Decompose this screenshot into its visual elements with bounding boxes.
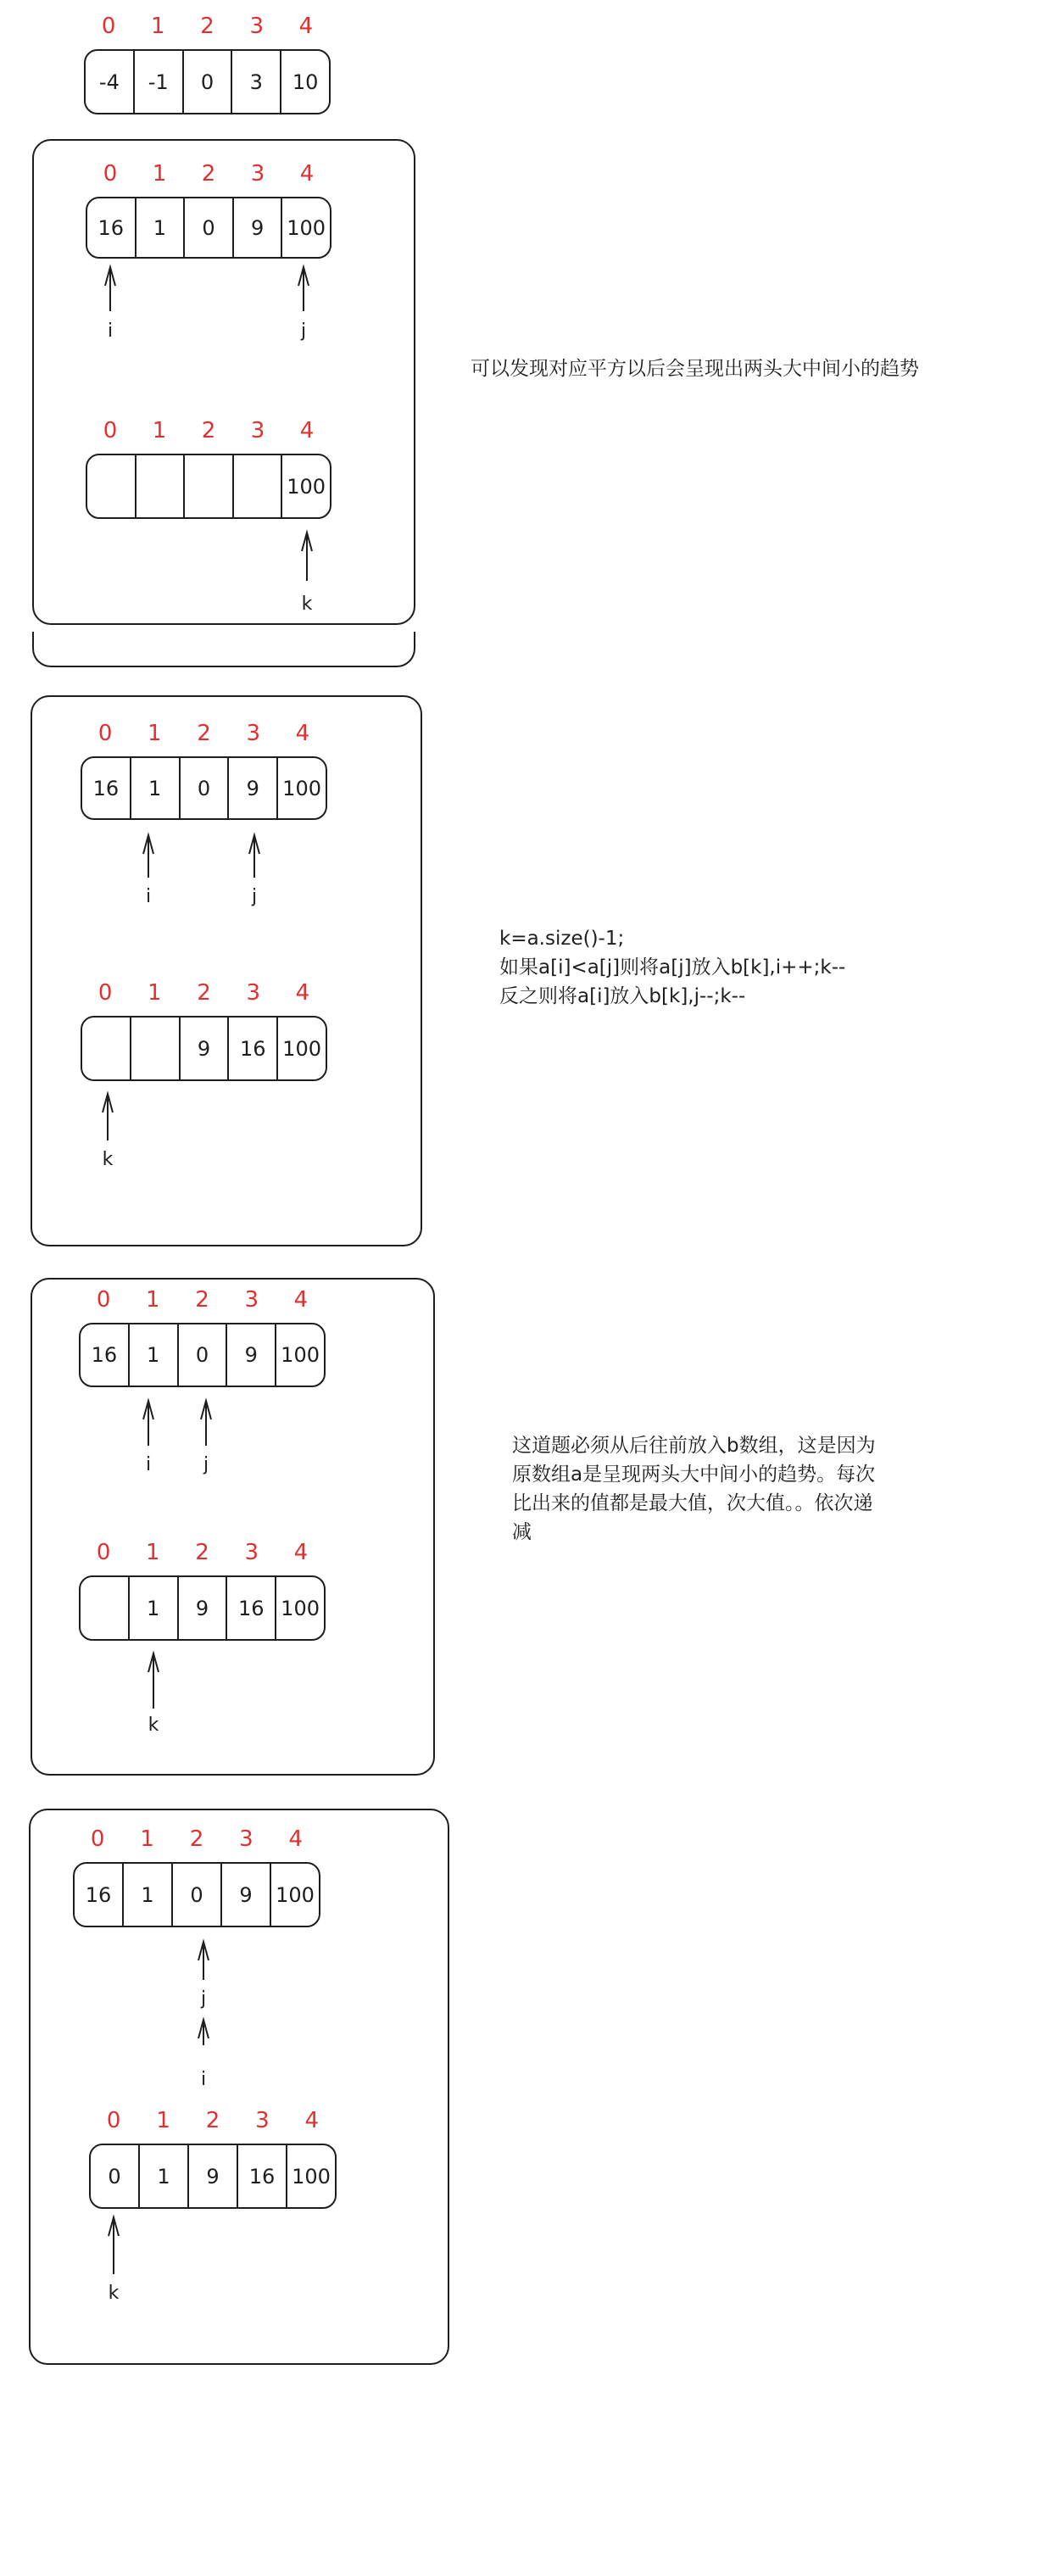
- array-cell: 0: [179, 758, 228, 818]
- pointer-arrow-icon: [103, 1094, 113, 1140]
- array-cell: 1: [135, 198, 184, 257]
- pointer-arrow-icon: [201, 1401, 211, 1446]
- array-cell: 16: [227, 1018, 276, 1079]
- array-cell: 16: [237, 2145, 286, 2207]
- pointer-label: i: [145, 1454, 152, 1475]
- index-label: 0: [101, 14, 116, 39]
- array-cell: 16: [85, 1882, 112, 1907]
- index-label: 0: [90, 1826, 105, 1852]
- array-cell: 1: [138, 2145, 187, 2207]
- array-cell: 16: [92, 776, 120, 800]
- array-cell: 10: [280, 51, 329, 113]
- index-label: 4: [298, 14, 314, 39]
- index-label: 3: [239, 1826, 253, 1852]
- pointer-arrow-icon: [109, 2217, 119, 2274]
- pointer-arrow-icon: [198, 1942, 209, 1980]
- index-label: 1: [152, 161, 167, 187]
- index-label: 2: [195, 1540, 209, 1565]
- array-cell: 1: [128, 1324, 177, 1386]
- index-label: 0: [97, 980, 113, 1006]
- pointer-arrow-icon: [249, 835, 259, 878]
- index-label: 4: [288, 1826, 304, 1852]
- index-label: 0: [96, 1287, 111, 1313]
- pointer-label: i: [200, 2069, 207, 2090]
- index-label: 2: [201, 161, 216, 187]
- pointer-arrow-icon: [148, 1653, 159, 1709]
- index-label: 2: [197, 721, 211, 746]
- index-label: 3: [244, 1540, 259, 1565]
- note-trend: 可以发现对应平方以后会呈现出两头大中间小的趋势: [471, 358, 919, 380]
- index-label: 0: [103, 161, 118, 187]
- index-label: 1: [151, 14, 165, 39]
- index-label: 4: [295, 721, 310, 746]
- array-cell: 100: [275, 1324, 324, 1386]
- array-cell: -4: [98, 70, 120, 94]
- array-cell: 9: [232, 198, 281, 257]
- index-label: 2: [197, 980, 211, 1006]
- pointer-arrow-icon: [298, 267, 309, 311]
- array-cell: 9: [226, 1324, 275, 1386]
- array-cell: 100: [270, 1864, 319, 1926]
- array-cell: 9: [187, 2145, 237, 2207]
- pointer-arrow-icon: [143, 835, 153, 878]
- index-label: 4: [295, 980, 310, 1006]
- array-cell: 9: [179, 1018, 228, 1079]
- array-cell: -1: [133, 51, 182, 113]
- pointer-label: j: [203, 1454, 209, 1475]
- index-label: 2: [189, 1826, 204, 1852]
- index-label: 3: [250, 161, 265, 187]
- array-cell: 9: [227, 758, 276, 818]
- index-label: 0: [96, 1540, 111, 1565]
- array-cell: 16: [97, 215, 125, 240]
- array-cell: 0: [108, 2164, 121, 2188]
- index-label: 4: [293, 1540, 309, 1565]
- pointer-label: k: [148, 1715, 159, 1736]
- index-label: 1: [146, 1287, 160, 1313]
- index-label: 0: [106, 2108, 121, 2133]
- pointer-arrow-icon: [198, 2020, 209, 2045]
- index-label: 2: [200, 14, 214, 39]
- array-cell: 0: [183, 198, 232, 257]
- index-label: 4: [304, 2108, 320, 2133]
- array-cell: 100: [281, 198, 330, 257]
- array-cell: 9: [177, 1577, 226, 1639]
- index-label: 3: [244, 1287, 259, 1313]
- pointer-label: k: [108, 2283, 120, 2304]
- array-cell: 16: [91, 1343, 118, 1367]
- index-label: 2: [205, 2108, 220, 2133]
- note-algorithm: k=a.size()-1; 如果a[i]<a[j]则将a[j]放入b[k],i++;k-- 反之则将a[i]放入b[k],j--;k--: [499, 928, 846, 1007]
- pointer-arrow-icon: [143, 1401, 153, 1446]
- index-label: 0: [97, 721, 113, 746]
- array-cell: 9: [220, 1864, 270, 1926]
- array-cell: 100: [276, 758, 326, 818]
- index-label: 3: [250, 418, 265, 443]
- index-label: 2: [201, 418, 216, 443]
- pointer-label: k: [301, 594, 313, 615]
- index-label: 1: [148, 721, 162, 746]
- index-label: 1: [140, 1826, 154, 1852]
- pointer-label: i: [107, 321, 114, 342]
- array-cell: 3: [231, 51, 280, 113]
- index-label: 4: [293, 1287, 309, 1313]
- array-cell: 1: [122, 1864, 171, 1926]
- index-label: 1: [148, 980, 162, 1006]
- pointer-label: j: [200, 1988, 207, 2010]
- index-label: 1: [152, 418, 167, 443]
- array-cell: 16: [226, 1577, 275, 1639]
- pointer-label: j: [251, 886, 258, 907]
- index-label: 1: [146, 1540, 160, 1565]
- note-explanation: 这道题必须从后往前放入b数组，这是因为 原数组a是呈现两头大中间小的趋势。每次 比出来的值都是最大值，次大值。。依次递 减: [512, 1435, 876, 1543]
- array-cell: 100: [275, 1577, 324, 1639]
- index-label: 3: [255, 2108, 270, 2133]
- pointer-arrow-icon: [105, 267, 115, 311]
- pointer-arrow-icon: [302, 532, 312, 581]
- array-cell: 0: [171, 1864, 220, 1926]
- index-label: 3: [249, 14, 264, 39]
- pointer-label: i: [145, 886, 152, 907]
- index-label: 1: [156, 2108, 170, 2133]
- array-cell: 100: [286, 2145, 335, 2207]
- array-cell: 1: [130, 758, 179, 818]
- array-cell: 1: [128, 1577, 177, 1639]
- index-label: 4: [299, 161, 315, 187]
- array-cell: 100: [281, 455, 330, 517]
- array-cell: 100: [276, 1018, 326, 1079]
- index-label: 0: [103, 418, 118, 443]
- index-label: 3: [246, 721, 260, 746]
- index-label: 2: [195, 1287, 209, 1313]
- index-label: 4: [299, 418, 315, 443]
- pointer-label: k: [102, 1149, 114, 1170]
- array-cell: 0: [182, 51, 231, 113]
- pointer-label: j: [300, 321, 307, 342]
- array-cell: 0: [177, 1324, 226, 1386]
- index-label: 3: [246, 980, 260, 1006]
